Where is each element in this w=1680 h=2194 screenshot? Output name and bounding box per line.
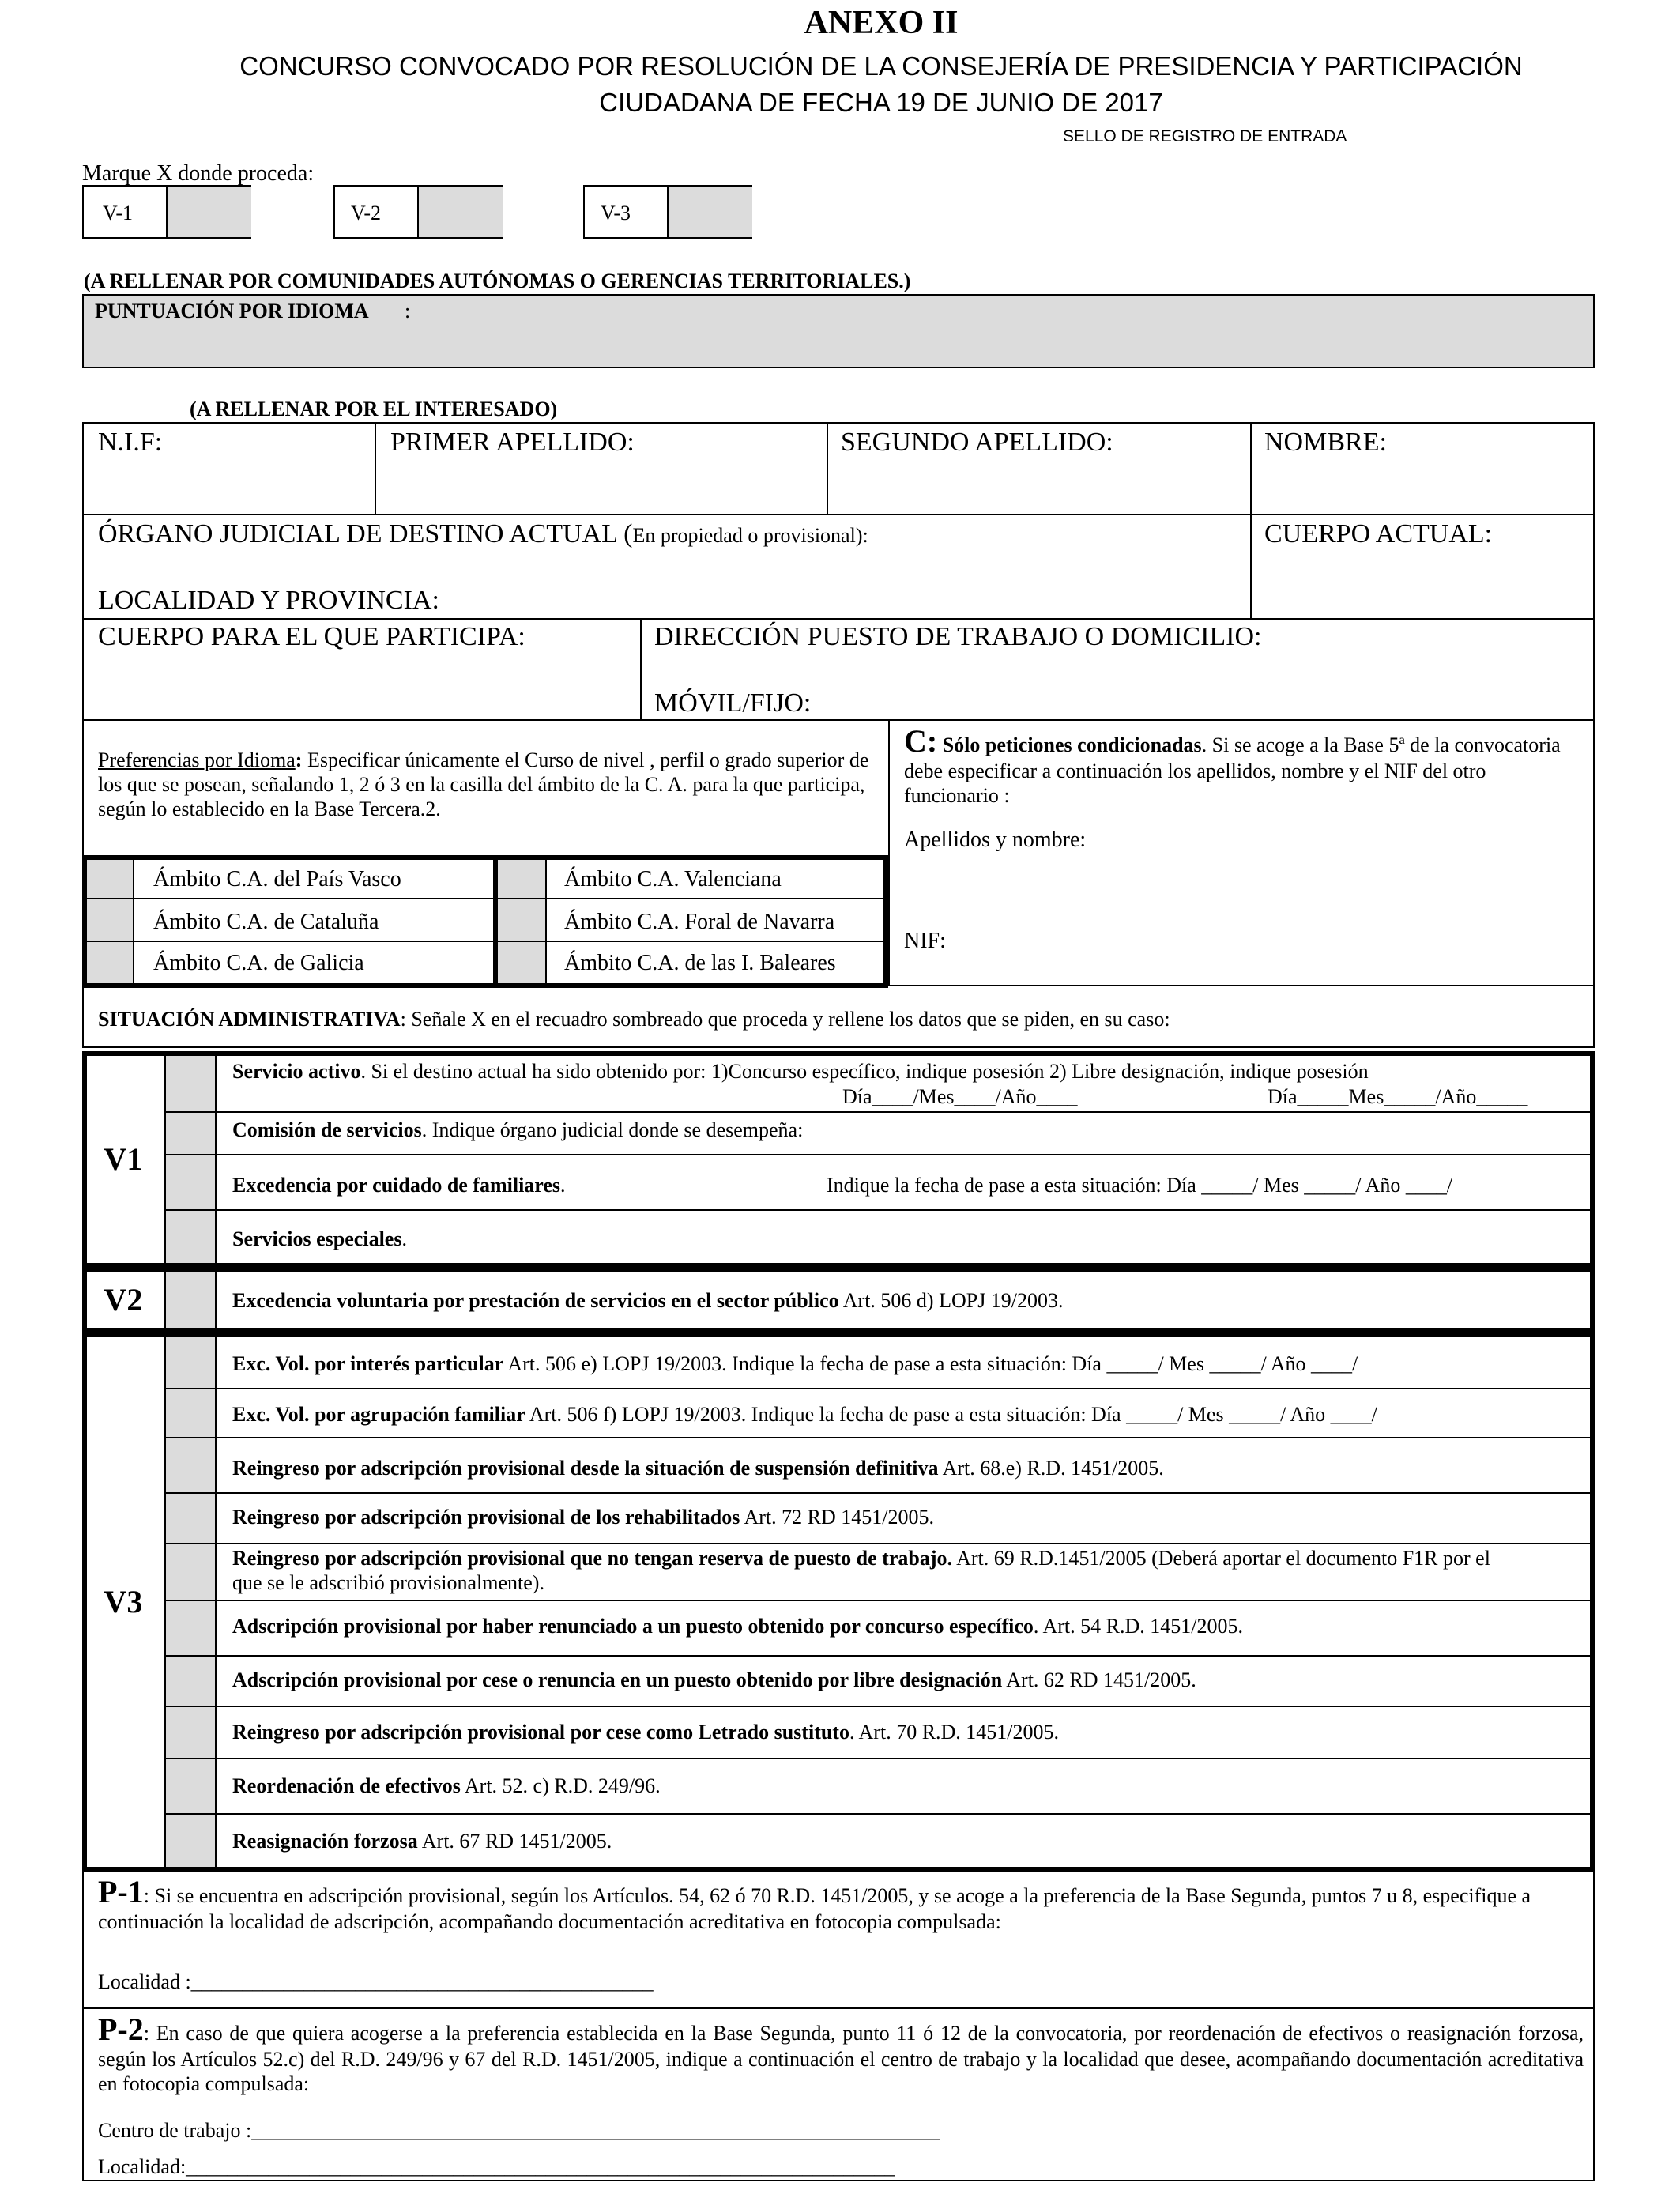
option-v3 — [583, 185, 752, 239]
v3-checkbox[interactable] — [166, 1544, 215, 1600]
v1-excedencia-fecha[interactable]: Indique la fecha de pase a esta situación: Día _____/ Mes _____/ Año ____/ — [827, 1174, 1453, 1197]
v1-checkbox-excedencia-familiares[interactable] — [166, 1155, 215, 1209]
movil-field[interactable]: MÓVIL/FIJO: — [654, 688, 812, 718]
p2-text: P-2: En caso de que quiera acogerse a la preferencia establecida en la Base Segunda, punto 11 ó 12 de la convocatoria, por reordenación de efectivos o reasignación forzosa, según los Artículos 52.c) del R.D. 249/96 y 67 del R.D. 1451/2005, indique a continuación el centro de trabajo y la localidad que desee, acompañando documentación acreditativa en fotocopia compulsada: — [98, 2011, 1584, 2095]
v3-checkbox[interactable] — [166, 1707, 215, 1758]
v2-excedencia-voluntaria: Excedencia voluntaria por prestación de servicios en el sector público Art. 506 d) LOPJ 19/2003. — [232, 1289, 1064, 1312]
segundo-apellido-field[interactable]: SEGUNDO APELLIDO: — [841, 428, 1113, 457]
p1-localidad-field[interactable]: Localidad :_____________________________________________ — [98, 1970, 654, 1993]
condicionadas-text — [904, 724, 1568, 808]
v3-option: Reingreso por adscripción provisional por cese como Letrado sustituto. Art. 70 R.D. 1451/2005. — [232, 1721, 1060, 1744]
option-v2 — [333, 185, 503, 239]
v3-option: Adscripción provisional por cese o renuncia en un puesto obtenido por libre designación Art. 62 RD 1451/2005. — [232, 1668, 1196, 1691]
ambito-label: Ámbito C.A. de Cataluña — [153, 910, 379, 934]
ambito-checkbox[interactable] — [87, 942, 133, 983]
localidad-provincia-field[interactable]: LOCALIDAD Y PROVINCIA: — [98, 586, 439, 615]
option-v1-checkbox[interactable] — [166, 187, 251, 237]
v3-checkbox[interactable] — [166, 1389, 215, 1437]
primer-apellido-field[interactable]: PRIMER APELLIDO: — [390, 428, 635, 457]
v3-checkbox[interactable] — [166, 1438, 215, 1492]
option-v2-checkbox[interactable] — [417, 187, 503, 237]
v1-servicios-especiales: Servicios especiales. — [232, 1227, 407, 1250]
idioma-colon: : — [295, 748, 303, 771]
v3-checkbox[interactable] — [166, 1494, 215, 1543]
idioma-text: Especificar únicamente el Curso de nivel , perfil o grado superior de los que se posean, señalando 1, 2 ó 3 en la casilla del ámbito de la C. A. para la que participa, según lo establecido en la Base Tercera.2. — [98, 748, 869, 820]
option-v3-checkbox[interactable] — [667, 187, 752, 237]
organo-judicial-field[interactable] — [98, 518, 868, 550]
subtitle-line2: CIUDADANA DE FECHA 19 DE JUNIO DE 2017 — [599, 88, 1163, 117]
v2-label: V2 — [104, 1282, 143, 1318]
v3-option: Reingreso por adscripción provisional desde la situación de suspensión definitiva Art. 68.e) R.D. 1451/2005. — [232, 1457, 1164, 1480]
v3-label: V3 — [104, 1584, 143, 1619]
v1-checkbox-comision[interactable] — [166, 1113, 215, 1154]
mark-instruction: Marque X donde proceda: — [82, 161, 315, 186]
p1-text: P-1: Si se encuentra en adscripción provisional, según los Artículos. 54, 62 ó 70 R.D. 1451/2005, y se acoge a la preferencia de la Base Segunda, puntos 7 u 8, especifique a continuación la localidad de adscripción, acompañando documentación acreditativa en fotocopia compulsada: — [98, 1874, 1531, 1933]
direccion-field[interactable]: DIRECCIÓN PUESTO DE TRABAJO O DOMICILIO: — [654, 622, 1262, 651]
v1-servicio-activo-fecha2[interactable]: Día_____Mes_____/Año_____ — [1268, 1085, 1528, 1108]
condicionadas-bold: Sólo peticiones condicionadas — [937, 733, 1202, 756]
ambito-label: Ámbito C.A. de las I. Baleares — [564, 951, 836, 975]
ambito-label: Ámbito C.A. de Galicia — [153, 951, 364, 975]
cuerpo-participa-field[interactable]: CUERPO PARA EL QUE PARTICIPA: — [98, 622, 525, 651]
idioma-score-label: PUNTUACIÓN POR IDIOMA — [95, 300, 369, 322]
v1-label: V1 — [104, 1141, 143, 1177]
v2-checkbox[interactable] — [166, 1272, 215, 1328]
organo-label: ÓRGANO JUDICIAL DE DESTINO ACTUAL ( — [98, 519, 633, 548]
v1-checkbox-servicios-especiales[interactable] — [166, 1211, 215, 1263]
p2-localidad-field[interactable]: Localidad:_____________________________________________________________________ — [98, 2155, 895, 2178]
v3-checkbox[interactable] — [166, 1601, 215, 1655]
cuerpo-actual-field[interactable]: CUERPO ACTUAL: — [1264, 519, 1493, 548]
v1-excedencia-familiares: Excedencia por cuidado de familiares. — [232, 1174, 566, 1197]
option-v2-label: V-2 — [351, 202, 382, 224]
subtitle-line1: CONCURSO CONVOCADO POR RESOLUCIÓN DE LA CONSEJERÍA DE PRESIDENCIA Y PARTICIPACIÓN — [239, 51, 1523, 81]
v3-checkbox[interactable] — [166, 1657, 215, 1706]
v3-option: Adscripción provisional por haber renunciado a un puesto obtenido por concurso específico. Art. 54 R.D. 1451/2005. — [232, 1615, 1243, 1638]
v3-checkbox[interactable] — [166, 1815, 215, 1867]
p2-centro-field[interactable]: Centro de trabajo :___________________________________________________________________ — [98, 2119, 940, 2142]
ambito-label: Ámbito C.A. Valenciana — [564, 867, 782, 892]
ambito-checkbox[interactable] — [498, 942, 545, 983]
v3-option: Reingreso por adscripción provisional que no tengan reserva de puesto de trabajo. Art. 69 R.D.1451/2005 (Deberá aportar el documento F1R por el que se le adscribió provisionalmente). — [232, 1547, 1490, 1594]
organo-sublabel: En propiedad o provisional): — [632, 524, 868, 547]
nif-condicionado-field[interactable]: NIF: — [904, 929, 946, 953]
stamp-label: SELLO DE REGISTRO DE ENTRADA — [1063, 127, 1347, 145]
situacion-label: SITUACIÓN ADMINISTRATIVA: Señale X en el recuadro sombreado que proceda y rellene los datos que se piden, en su caso: — [98, 1008, 1170, 1031]
v3-option: Reingreso por adscripción provisional de los rehabilitados Art. 72 RD 1451/2005. — [232, 1506, 934, 1529]
idioma-label: Preferencias por Idioma — [98, 748, 296, 771]
apellidos-nombre-field[interactable]: Apellidos y nombre: — [904, 827, 1087, 852]
v3-checkbox[interactable] — [166, 1759, 215, 1813]
v3-option: Exc. Vol. por agrupación familiar Art. 506 f) LOPJ 19/2003. Indique la fecha de pase a esta situación: Día _____/ Mes _____/ Año ____/ — [232, 1403, 1377, 1426]
ambito-label: Ámbito C.A. Foral de Navarra — [564, 910, 835, 934]
ccaa-heading: (A RELLENAR POR COMUNIDADES AUTÓNOMAS O GERENCIAS TERRITORIALES.) — [84, 270, 911, 292]
v1-servicio-activo-fecha1[interactable]: Día____/Mes____/Año____ — [842, 1085, 1078, 1108]
option-v3-label: V-3 — [601, 202, 631, 224]
idioma-score-field[interactable] — [82, 294, 1595, 368]
condicionadas-desc: . Si se acoge a la Base 5ª de la convocatoria debe especificar a continuación los apellidos, nombre y el NIF del otro funcionario : — [904, 733, 1561, 807]
ambito-checkbox[interactable] — [87, 860, 133, 898]
ambito-label: Ámbito C.A. del País Vasco — [153, 867, 401, 892]
idioma-instructions — [98, 748, 880, 821]
idioma-score-colon: : — [405, 300, 411, 322]
page-title: ANEXO II — [804, 5, 959, 41]
v1-servicio-activo: Servicio activo. Si el destino actual ha sido obtenido por: 1)Concurso específico, indique posesión 2) Libre designación, indique posesión — [232, 1060, 1369, 1083]
nif-field[interactable]: N.I.F: — [98, 428, 163, 457]
ambito-checkbox[interactable] — [498, 899, 545, 941]
nombre-field[interactable]: NOMBRE: — [1264, 428, 1387, 457]
v3-option: Reasignación forzosa Art. 67 RD 1451/2005. — [232, 1830, 612, 1853]
v3-option: Exc. Vol. por interés particular Art. 506 e) LOPJ 19/2003. Indique la fecha de pase a esta situación: Día _____/ Mes _____/ Año ____/ — [232, 1352, 1358, 1375]
ambito-checkbox[interactable] — [498, 860, 545, 898]
option-v1 — [82, 185, 251, 239]
option-v1-label: V-1 — [103, 202, 134, 224]
ambito-checkbox[interactable] — [87, 899, 133, 941]
v1-comision: Comisión de servicios. Indique órgano judicial donde se desempeña: — [232, 1118, 804, 1141]
condicionadas-letter: C: — [904, 723, 938, 759]
v3-option: Reordenación de efectivos Art. 52. c) R.D. 249/96. — [232, 1774, 661, 1797]
v1-checkbox-servicio-activo[interactable] — [166, 1056, 215, 1111]
v3-checkbox[interactable] — [166, 1337, 215, 1388]
personal-heading: (A RELLENAR POR EL INTERESADO) — [190, 398, 558, 420]
